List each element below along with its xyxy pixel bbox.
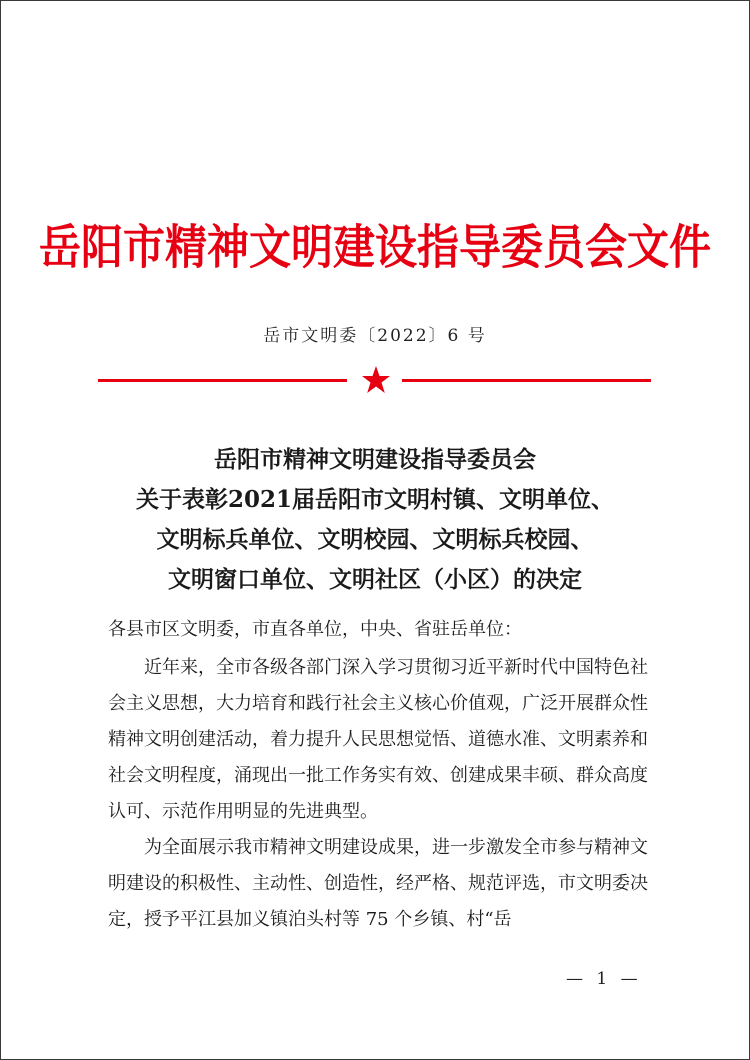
body-paragraph: 为全面展示我市精神文明建设成果，进一步激发全市参与精神文明建设的积极性、主动性、创造性，经严格、规范评选，市文明委决定，授予平江县加义镇泊头村等 75 个乡镇、村“岳 [108, 837, 648, 930]
title-line: 岳阳市精神文明建设指导委员会 [214, 446, 536, 473]
salutation: 各县市区文明委，市直各单位，中央、省驻岳单位： [108, 619, 522, 640]
document-number: 岳市文明委〔2022〕6 号 [263, 326, 487, 346]
title-line: 关于表彰2021届岳阳市文明村镇、文明单位、 [135, 486, 614, 513]
title-line: 文明标兵单位、文明校园、文明标兵校园、 [156, 526, 594, 553]
body-paragraph: 近年来，全市各级各部门深入学习贯彻习近平新时代中国特色社会主义思想，大力培育和践行社会主义核心价值观，广泛开展群众性精神文明创建活动，着力提升人民思想觉悟、道德水准、文明素养和社会文明程度，涌现出一批工作务实有效、创建成果丰硕、群众高度认可、示范作用明显的先进典型。 [108, 657, 648, 822]
title-line: 文明窗口单位、文明社区（小区）的决定 [168, 566, 582, 593]
red-rule-right [402, 379, 651, 382]
document-masthead: 岳阳市精神文明建设指导委员会文件 [38, 220, 711, 275]
document-body [108, 612, 648, 938]
document-title [0, 440, 750, 600]
red-rule-left [98, 379, 347, 382]
page-number: — 1 — [566, 969, 642, 989]
red-star-icon [361, 365, 391, 395]
